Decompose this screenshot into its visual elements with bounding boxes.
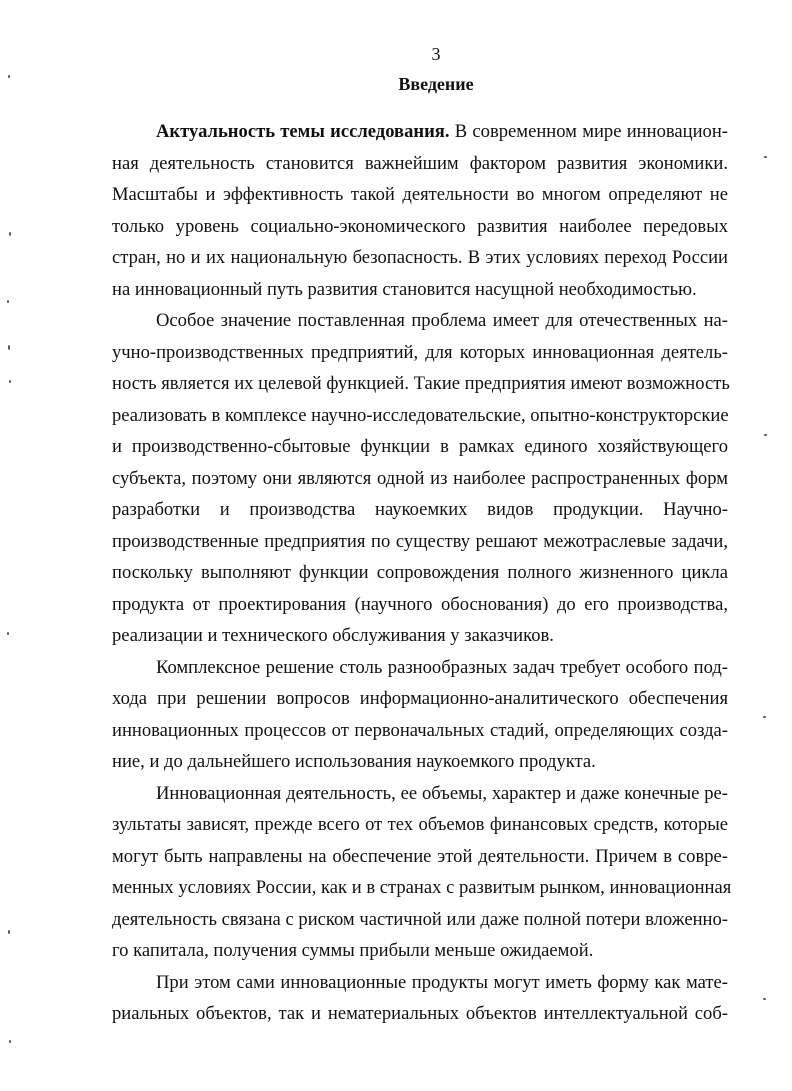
scan-speck — [764, 434, 767, 436]
text-line: го капитала, получения суммы прибыли меньше ожидаемой. — [112, 940, 594, 961]
paragraph — [112, 967, 728, 1030]
text-line: реализации и технического обслуживания у заказчиков. — [112, 625, 554, 646]
text-line: зультаты зависят, прежде всего от тех объемов финансовых средств, которые — [112, 814, 728, 835]
paragraph — [112, 305, 728, 652]
paragraph-lead: Актуальность темы исследования. — [156, 121, 450, 142]
text-line: Особое значение поставленная проблема имеет для отечественных на- — [156, 310, 728, 331]
text-line: деятельность связана с риском частичной или даже полной потери вложенно- — [112, 908, 728, 930]
text-line: разработки и производства наукоемких видов продукции. Научно- — [112, 499, 728, 520]
scan-speck — [9, 1040, 11, 1043]
text-line — [112, 116, 728, 148]
text-line: стран, но и их национальную безопасность. В этих условиях переход России — [112, 247, 728, 268]
text-span: В современном мире инновацион- — [449, 121, 728, 142]
text-line: менных условиях России, как и в странах с развитым рынком, инновационная — [112, 877, 732, 898]
scan-speck — [9, 380, 11, 383]
text-line: могут быть направлены на обеспечение этой деятельности. Причем в совре- — [112, 845, 728, 867]
text-line: только уровень социально-экономического развития наиболее передовых — [112, 215, 728, 237]
scan-speck — [763, 998, 766, 1000]
text-line: субъекта, поэтому они являются одной из наиболее распространенных форм — [112, 467, 728, 489]
scan-speck — [7, 300, 9, 303]
page-number: 3 — [431, 44, 441, 64]
text-line: Комплексное решение столь разнообразных задач требует особого под- — [156, 656, 728, 678]
scan-speck — [8, 930, 10, 934]
scan-speck — [763, 716, 766, 718]
text-line: риальных объектов, так и нематериальных объектов интеллектуальной соб- — [112, 1003, 728, 1024]
document-body — [112, 116, 732, 1030]
text-line: инновационных процессов от первоначальных стадий, определяющих созда- — [112, 719, 728, 741]
text-line: и производственно-сбытовые функции в рамках единого хозяйствующего — [112, 436, 728, 457]
text-line: производственные предприятия по существу решают межотраслевые задачи, — [112, 530, 728, 552]
text-line: хода при решении вопросов информационно-аналитического обеспечения — [112, 688, 728, 709]
text-line: ная деятельность становится важнейшим фактором развития экономики. — [112, 152, 728, 174]
text-line: ность является их целевой функцией. Такие предприятия имеют возможность — [112, 373, 730, 394]
scan-speck — [9, 232, 11, 236]
text-line: При этом сами инновационные продукты могут иметь форму как мате- — [156, 971, 728, 993]
text-line: ние, и до дальнейшего использования наукоемкого продукта. — [112, 751, 596, 772]
text-line: учно-производственных предприятий, для которых инновационная деятель- — [112, 341, 728, 363]
paragraph — [112, 652, 728, 778]
paragraph — [112, 778, 732, 967]
text-line: продукта от проектирования (научного обоснования) до его производства, — [112, 593, 728, 615]
text-line: поскольку выполняют функции сопровождения полного жизненного цикла — [112, 562, 728, 583]
scan-speck — [8, 75, 10, 78]
text-line: Масштабы и эффективность такой деятельности во многом определяют не — [112, 184, 728, 205]
scan-speck — [764, 156, 767, 158]
text-line: на инновационный путь развития становится насущной необходимостью. — [112, 278, 697, 300]
text-line: Инновационная деятельность, ее объемы, характер и даже конечные ре- — [156, 782, 728, 804]
scan-speck — [7, 632, 9, 635]
text-line: реализовать в комплексе научно-исследовательские, опытно-конструкторские — [112, 404, 729, 426]
paragraph — [112, 116, 728, 305]
section-title: Введение — [398, 74, 474, 94]
scan-speck — [8, 345, 10, 350]
